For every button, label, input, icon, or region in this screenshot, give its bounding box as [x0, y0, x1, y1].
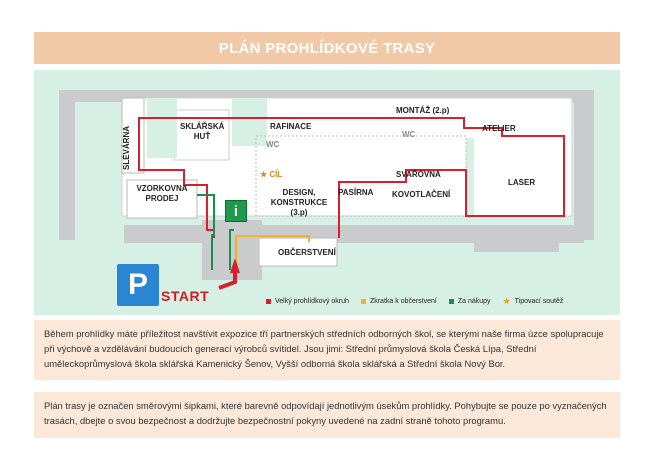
title-bar [34, 32, 620, 64]
label-obcerstveni: OBČERSTVENÍ [278, 248, 336, 257]
legend-label: Zkratka k občerstvení [369, 297, 437, 305]
green-patch-2 [232, 98, 267, 146]
label-design: DESIGN, KONSTRUKCE (3.p) [270, 188, 328, 217]
page-title: PLÁN PROHLÍDKOVÉ TRASY [218, 39, 436, 57]
road-left [59, 90, 75, 240]
info-paragraph-route: Plán trasy je označen směrovými šipkami, které barevně odpovídají jednotlivým úsekům prohlídky. Pohybujte se pouze po vyznačených trasách, dbejte o svou bezpečnost a dodržujte bezpečnostní pokyny uvedené na zadní straně tohoto programu. [34, 392, 620, 438]
start-label: START [161, 288, 210, 304]
label-atelier: ATELIER [482, 124, 516, 133]
label-cil: ★ CÍL [260, 170, 283, 179]
label-sklarska-hut: SKLÁŘSKÁ HUŤ [180, 122, 225, 141]
label-rafinace: RAFINACE [270, 122, 312, 131]
label-svarovna: SVAŘOVNA [396, 170, 441, 179]
road-yard [474, 230, 559, 252]
legend-square-icon [361, 299, 366, 304]
label-laser: LASER [508, 178, 536, 187]
legend-item-yellow [361, 298, 437, 305]
label-slevarna: SLÉVÁRNA [122, 125, 131, 170]
green-patch-3 [466, 138, 474, 216]
legend-square-icon [449, 299, 454, 304]
legend-label: Velký prohlídkový okruh [275, 297, 349, 305]
label-vzorkovna: VZORKOVNA PRODEJ [136, 184, 188, 203]
green-patch-1 [147, 98, 177, 158]
legend-item-star [503, 297, 564, 306]
label-pasirna: PASÍRNA [338, 188, 374, 197]
site-map [34, 70, 620, 315]
legend-label: Tipovací soutěž [514, 297, 564, 305]
star-icon: ★ [502, 295, 511, 306]
label-montaz: MONTÁŽ (2.p) [396, 106, 450, 115]
map-legend [266, 290, 616, 312]
info-icon: i [225, 200, 247, 222]
legend-label: Za nákupy [457, 297, 491, 305]
parking-icon: P [117, 264, 159, 306]
road-right [574, 90, 594, 240]
label-kovotlaceni: KOVOTLAČENÍ [392, 190, 451, 199]
info-paragraph-schools: Během prohlídky máte příležitost navštívit expozice tří partnerských středních odborných škol, se kterými naše firma úzce spolupracuje při výchově a vzdělávání budoucích generací výrobců svítidel. Jsou jimi: Střední průmyslová škola Česká Lípa, Střední uměleckoprůmyslová škola sklářská Kamenický Šenov, Vyšší odborná škola sklářská a Střední škola Nový Bor. [34, 320, 620, 380]
label-wc-2: WC [402, 130, 416, 139]
label-wc-1: WC [266, 140, 280, 149]
legend-square-icon [266, 299, 271, 304]
legend-item-green [449, 298, 491, 305]
legend-item-red [266, 298, 349, 305]
